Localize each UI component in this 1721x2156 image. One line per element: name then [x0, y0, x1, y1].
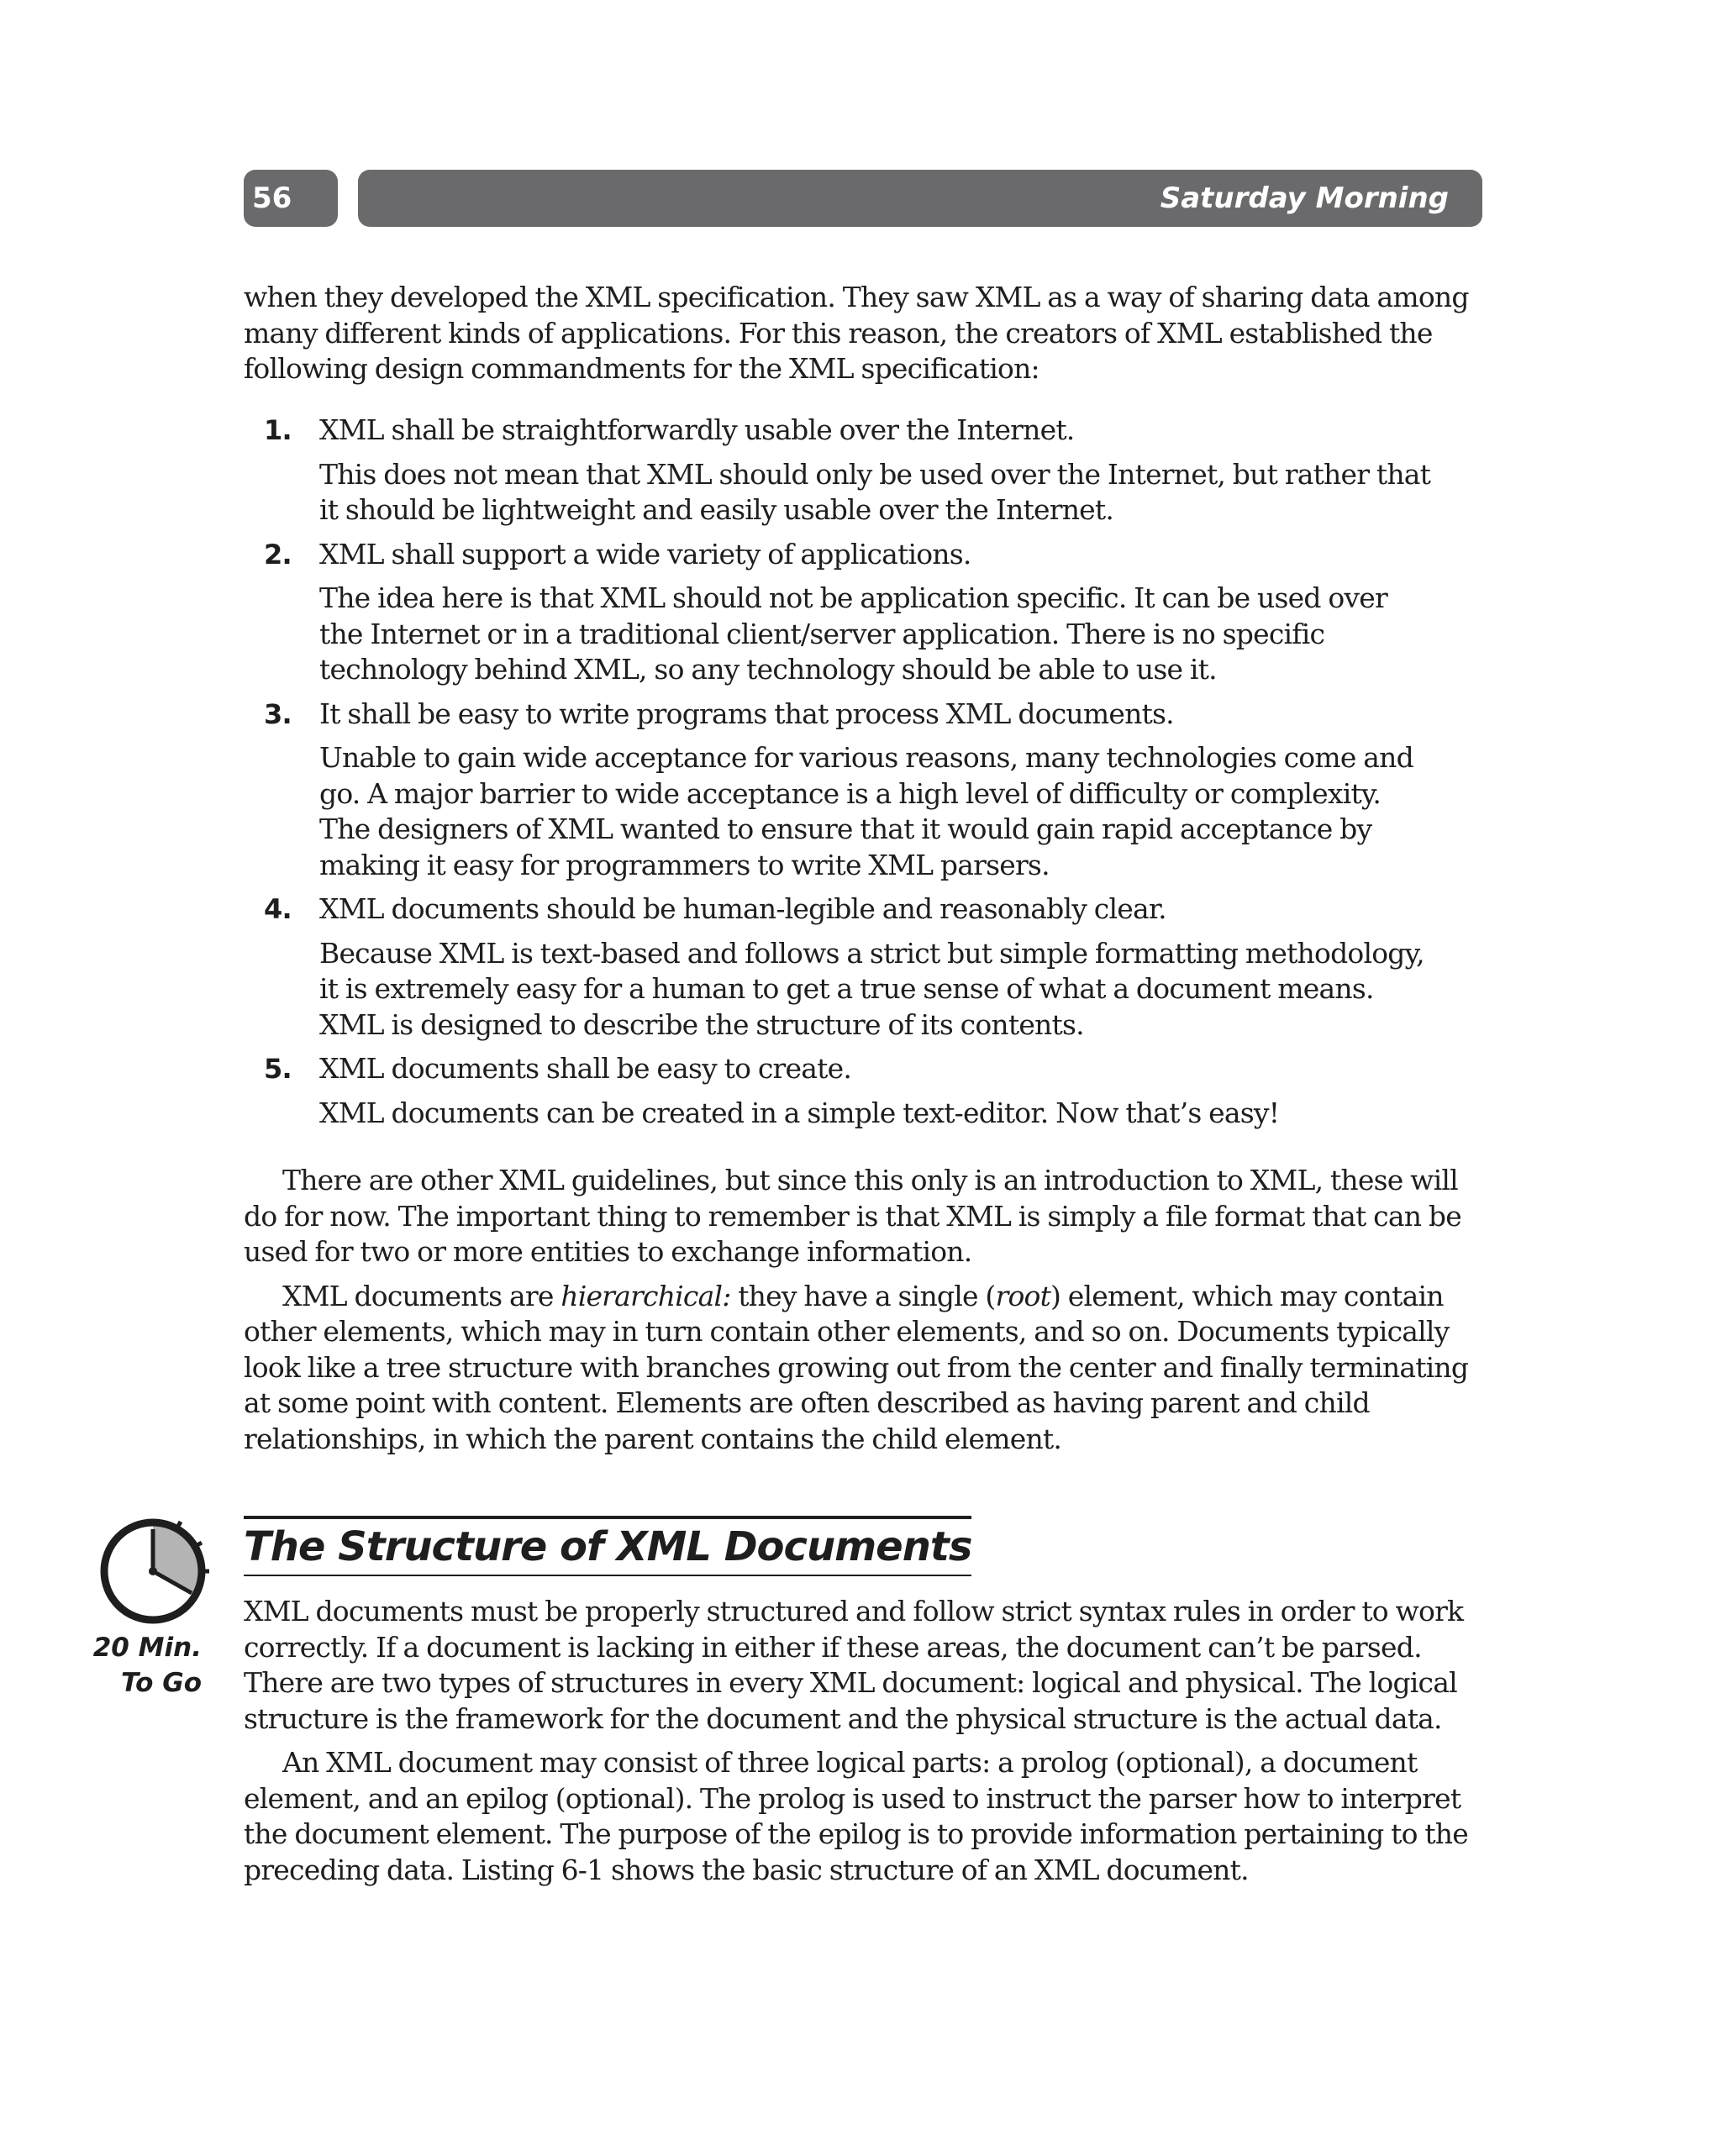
running-header	[244, 170, 1482, 227]
commandment-number: 4.	[264, 893, 292, 925]
commandment-explanation: Because XML is text-based and follows a strict but simple formatting methodology, it is extremely easy for a human to get a true sense of what a document means. XML is designed to describe the structure of its contents.	[319, 936, 1424, 1041]
commandment-item	[244, 537, 1482, 688]
commandment-explanation: XML documents can be created in a simple text-editor. Now that’s easy!	[319, 1096, 1280, 1129]
commandment-explanation: Unable to gain wide acceptance for various reasons, many technologies come and go. A major barrier to wide acceptance is a high level of difficulty or complexity. The designers of XML wanted to ensure that it would gain rapid acceptance by making it easy for programmers to write XML parsers.	[319, 741, 1413, 881]
hierarchy-text-part: they have a single (	[730, 1279, 996, 1312]
commandment-number: 1.	[264, 414, 292, 446]
commandment-number: 2.	[264, 538, 292, 571]
commandment-rule: XML shall support a wide variety of applications.	[319, 537, 971, 571]
timer-label	[92, 1630, 202, 1701]
commandment-number: 3.	[264, 697, 292, 730]
commandment-rule: XML documents shall be easy to create.	[319, 1052, 852, 1085]
timer-label-to-go: To Go	[121, 1668, 202, 1698]
intro-paragraph-block	[244, 280, 1482, 387]
hierarchy-text-part: XML documents are	[282, 1279, 561, 1312]
hierarchical-term: hierarchical:	[561, 1279, 731, 1312]
stopwatch-center	[149, 1567, 157, 1575]
section-heading: The Structure of XML Documents	[244, 1516, 971, 1576]
commandment-item	[244, 413, 1482, 528]
commandment-explanation: This does not mean that XML should only be used over the Internet, but rather that it should be lightweight and easily usable over the Internet.	[319, 457, 1431, 526]
commandment-item	[244, 697, 1482, 884]
commandment-item	[244, 1051, 1482, 1131]
section-paragraph: XML documents must be properly structured and follow strict syntax rules in order to work correctly. If a document is lacking in either if these areas, the document can’t be parsed. There are two types of structures in every XML document: logical and physical. The logical structure is the framework for the document and the physical structure is the actual data.	[244, 1595, 1464, 1735]
running-head: Saturday Morning	[358, 170, 1482, 227]
commandment-number: 5.	[264, 1053, 292, 1085]
commandment-rule: XML shall be straightforwardly usable over the Internet.	[319, 413, 1075, 446]
section-body	[244, 1594, 1482, 1888]
stopwatch-icon	[94, 1512, 212, 1630]
commandments-list	[244, 413, 1482, 1139]
hierarchy-text-part: ) element, which may contain other elements, which may in turn contain other elements, and so on. Documents typically look like a tree structure with branches growing out from the center and finally terminating at some point with content. Elements are often described as having parent and child relationships, in which the parent contains the child element.	[244, 1279, 1469, 1455]
intro-paragraph: when they developed the XML specification. They saw XML as a way of sharing data among many different kinds of applications. For this reason, the creators of XML established the following design commandments for the XML specification:	[244, 281, 1469, 385]
section-paragraph: An XML document may consist of three logical parts: a prolog (optional), a document element, and an epilog (optional). The prolog is used to instruct the parser how to interpret the document element. The purpose of the epilog is to provide information pertaining to the preceding data. Listing 6-1 shows the basic structure of an XML document.	[244, 1746, 1468, 1886]
guidelines-paragraph: There are other XML guidelines, but since this only is an introduction to XML, these will do for now. The important thing to remember is that XML is simply a file format that can be used for two or more entities to exchange information.	[244, 1164, 1461, 1268]
page-number: 56	[244, 170, 338, 227]
commandment-rule: XML documents should be human-legible and reasonably clear.	[319, 892, 1166, 925]
timer-label-minutes: 20 Min.	[92, 1633, 202, 1663]
root-term: root	[995, 1279, 1051, 1312]
hierarchy-paragraph	[244, 1279, 1482, 1458]
commandment-explanation: The idea here is that XML should not be application specific. It can be used over the Internet or in a traditional client/server application. There is no specific technology behind XML, so any technology should be able to use it.	[319, 581, 1387, 686]
body-paragraphs	[244, 1163, 1482, 1457]
commandment-item	[244, 891, 1482, 1043]
commandment-rule: It shall be easy to write programs that process XML documents.	[319, 697, 1174, 730]
